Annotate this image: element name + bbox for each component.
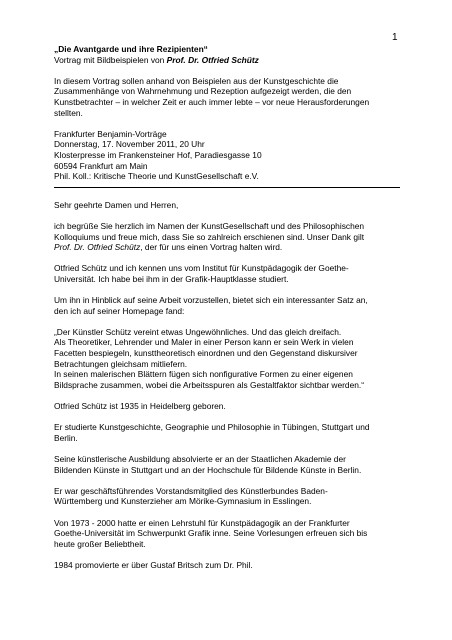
chair-line: Goethe-Universität im Schwerpunkt Grafik inne. Seine Vorlesungen erfreuen sich bis — [54, 528, 368, 539]
doctorate-paragraph: 1984 promovierte er über Gustaf Britsch zum Dr. Phil. — [54, 559, 253, 570]
intro-line: In diesem Vortrag sollen anhand von Beispielen aus der Kunstgeschichte die — [54, 75, 339, 86]
intro-line: stellten. — [54, 107, 83, 118]
intro-line: Kunstbetrachter – in welcher Zeit er auch immer lebte – vor neue Herausforderungen — [54, 96, 370, 107]
event-details — [54, 129, 414, 182]
homepage-line: Um ihn in Hinblick auf seine Arbeit vorzustellen, bietet sich ein interessanter Satz an, — [54, 295, 368, 306]
homepage-quote — [54, 327, 414, 391]
event-venue: Klosterpresse im Frankensteiner Hof, Paradiesgasse 10 — [54, 149, 262, 160]
welcome-speaker: Prof. Dr. Otfried Schütz — [54, 242, 141, 253]
separator-line — [54, 187, 400, 188]
intro-paragraph — [54, 76, 414, 118]
board-line: Württemberg und Kunsterzieher am Mörike-Gymnasium in Esslingen. — [54, 496, 312, 507]
chair-line: heute großer Beliebtheit. — [54, 538, 146, 549]
institute-line: Otfried Schütz und ich kennen uns vom Institut für Kunstpädagogik der Goethe- — [54, 263, 349, 274]
intro-line: Zusammenhänge von Wahrnehmung und Rezeption aufgezeigt werden, die den — [54, 86, 352, 97]
homepage-paragraph — [54, 295, 414, 316]
board-paragraph — [54, 486, 414, 507]
birth-paragraph: Otfried Schütz ist 1935 in Heidelberg geboren. — [54, 401, 226, 411]
studies-line: Er studierte Kunstgeschichte, Geographie und Philosophie in Tübingen, Stuttgart und — [54, 422, 370, 433]
welcome-end: , der für uns einen Vortrag halten wird. — [140, 242, 283, 253]
event-city: 60594 Frankfurt am Main — [54, 160, 148, 171]
welcome-line: ich begrüße Sie herzlich im Namen der KunstGesellschaft und des Philosophischen — [54, 220, 365, 231]
institute-line: Universität. Ich habe bei ihm in der Grafik-Hauptklasse studiert. — [54, 273, 289, 284]
quote-line: Bildsprache zusammen, wobei die Arbeitsspuren als Gestaltfaktor sichtbar werden.“ — [54, 379, 365, 390]
chair-paragraph — [54, 518, 414, 550]
board-line: Er war geschäftsführendes Vorstandsmitglied des Künstlerbundes Baden- — [54, 485, 328, 496]
welcome-paragraph — [54, 221, 414, 253]
event-series: Frankfurter Benjamin-Vorträge — [54, 128, 167, 139]
institute-paragraph — [54, 263, 414, 284]
chair-line: Von 1973 - 2000 hatte er einen Lehrstuhl für Kunstpädagogik an der Frankfurter — [54, 517, 350, 528]
salutation: Sehr geehrte Damen und Herren, — [54, 199, 179, 210]
welcome-line: Kolloquiums und freue mich, dass Sie so zahlreich erschienen sind. Unser Dank gilt — [54, 231, 365, 242]
subtitle-speaker: Prof. Dr. Otfried Schütz — [166, 54, 259, 65]
homepage-line: den ich auf seiner Homepage fand: — [54, 305, 185, 316]
lecture-subtitle — [54, 55, 414, 66]
subtitle-prefix: Vortrag mit Bildbeispielen von — [54, 54, 165, 65]
lecture-title: „Die Avantgarde und ihre Rezipienten“ — [54, 44, 208, 54]
training-line: Bildenden Künste in Stuttgart und an der Hochschule für Bildende Künste in Berlin. — [54, 464, 362, 475]
quote-line: „Der Künstler Schütz vereint etwas Ungewöhnliches. Und das gleich dreifach. — [54, 326, 342, 337]
quote-line: Betrachtungen gleichsam mitliefern. — [54, 358, 188, 369]
event-organizer: Phil. Koll.: Kritische Theorie und KunstGesellschaft e.V. — [54, 171, 259, 182]
quote-line: Als Theoretiker, Lehrender und Maler in einer Person kann er sein Werk in vielen — [54, 337, 354, 348]
training-paragraph — [54, 454, 414, 475]
quote-line: Facetten bespiegeln, kunsttheoretisch einordnen und den Gegenstand diskursiver — [54, 348, 358, 359]
document-body — [54, 44, 414, 571]
studies-paragraph — [54, 422, 414, 443]
studies-line: Berlin. — [54, 432, 78, 443]
training-line: Seine künstlerische Ausbildung absolvierte er an der Staatlichen Akademie der — [54, 453, 346, 464]
event-date: Donnerstag, 17. November 2011, 20 Uhr — [54, 139, 205, 150]
quote-line: In seinen malerischen Blättern fügen sich nonfigurative Formen zu einer eigenen — [54, 369, 353, 380]
page-number: 1 — [392, 32, 398, 43]
welcome-line-3 — [54, 242, 414, 253]
